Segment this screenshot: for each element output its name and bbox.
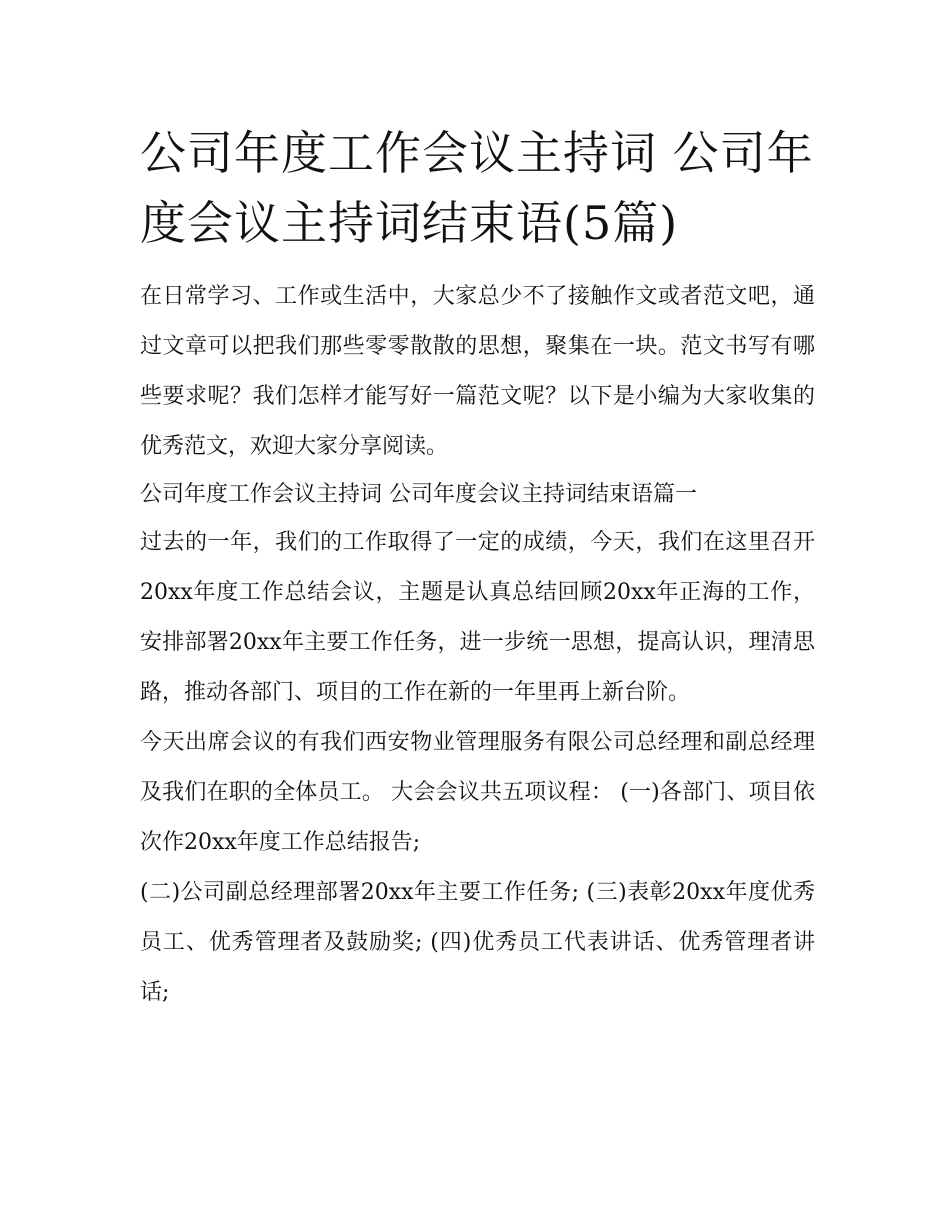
document-body: [140, 118, 815, 1018]
body-paragraph: (二)公司副总经理部署20xx年主要工作任务; (三)表彰20xx年度优秀员工、优秀管理者及鼓励奖; (四)优秀员工代表讲话、优秀管理者讲话;: [140, 880, 815, 1005]
document-title: 公司年度工作会议主持词 公司年度会议主持词结束语(5篇): [140, 126, 814, 250]
body-paragraph: 今天出席会议的有我们西安物业管理服务有限公司总经理和副总经理及我们在职的全体员工。 大会会议共五项议程： (一)各部门、项目依次作20xx年度工作总结报告;: [140, 730, 815, 855]
body-paragraph: 过去的一年，我们的工作取得了一定的成绩，今天，我们在这里召开20xx年度工作总结会议，主题是认真总结回顾20xx年正海的工作，安排部署20xx年主要工作任务，进一步统一思想，提高认识，理清思路，推动各部门、项目的工作在新的一年里再上新台阶。: [140, 530, 815, 705]
intro-paragraph: 在日常学习、工作或生活中，大家总少不了接触作文或者范文吧，通过文章可以把我们那些零零散散的思想，聚集在一块。范文书写有哪些要求呢？我们怎样才能写好一篇范文呢？以下是小编为大家收集的优秀范文，欢迎大家分享阅读。: [140, 284, 815, 459]
section-heading: 公司年度工作会议主持词 公司年度会议主持词结束语篇一: [140, 482, 697, 507]
